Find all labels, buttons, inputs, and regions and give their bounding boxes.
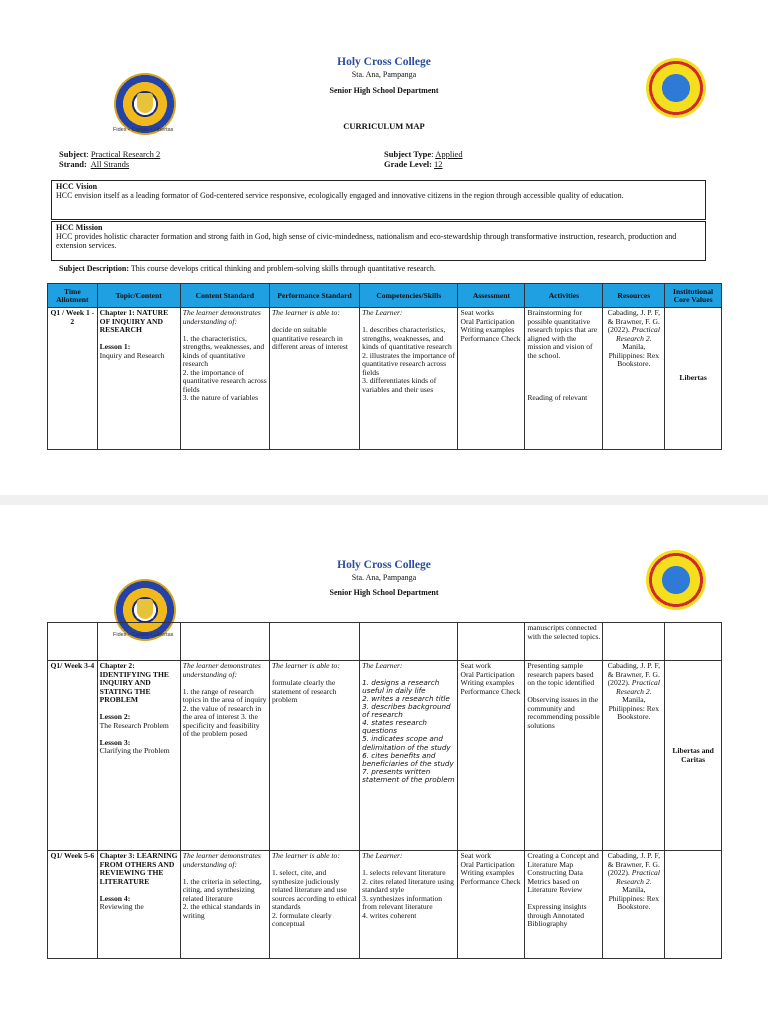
header-time: Time Allotment bbox=[48, 284, 98, 308]
lesson-label: Lesson 4: bbox=[99, 893, 131, 903]
header-core-values: Institutional Core Values bbox=[665, 284, 722, 308]
assessment-cell: Seat work Oral Participation Writing examples Performance Check bbox=[458, 851, 525, 959]
document-title: CURRICULUM MAP bbox=[343, 121, 425, 131]
header-content-standard: Content Standard bbox=[180, 284, 269, 308]
curriculum-table-page-1 bbox=[47, 283, 722, 450]
performance-standard-cell bbox=[269, 851, 359, 959]
chapter-title: Chapter 3: LEARNING FROM OTHERS AND REVIEWING THE LITERATURE bbox=[99, 851, 178, 886]
performance-standard-body: 1. select, cite, and synthesize judiciously related literature and use sources according to ethical standards 2. formulate clearly conceptual bbox=[271, 868, 357, 928]
subject-label: Subject bbox=[59, 149, 87, 159]
mission-title: HCC Mission bbox=[56, 223, 103, 232]
activities-cell: Presenting sample research papers based on the topic identified Observing issues in the community and recommending possible solutions bbox=[525, 661, 603, 851]
vision-text: HCC envision itself as a leading formator of God-centered service responsive, ecologically engaged and innovative citizens in the region through accessible quality of education. bbox=[56, 190, 624, 200]
competencies-cell bbox=[360, 308, 458, 450]
subject-description-label: Subject Description: bbox=[59, 264, 129, 273]
subject-description-text: This course develops critical thinking and problem-solving skills through quantitative research. bbox=[130, 264, 436, 273]
grade-level-line bbox=[384, 159, 443, 169]
assessment-cell: Seat works Oral Participation Writing examples Performance Check bbox=[458, 308, 525, 450]
lesson-title: The Research Problem bbox=[99, 720, 169, 730]
lesson-title: Inquiry and Research bbox=[99, 350, 165, 360]
activities-cell: Creating a Concept and Literature Map Constructing Data Metrics based on Literature Review Expressing insights through Annotated Bibliography bbox=[525, 851, 603, 959]
resource-authors: Cabading, J. P. F, & Brawner, F. G. (2022). bbox=[607, 308, 660, 334]
resource-authors: Cabading, J. P. F, & Brawner, F. G. (2022). bbox=[607, 661, 660, 687]
header-activities: Activities bbox=[525, 284, 603, 308]
competencies-cell bbox=[360, 851, 458, 959]
subject-line: Subject: Practical Research 2 bbox=[59, 149, 161, 159]
mission-text: HCC provides holistic character formation and strong faith in God, high sense of civic-mindedness, nationalism and eco-stewardship through transformative instruction, research, production and extension services. bbox=[56, 231, 677, 250]
document-page-2 bbox=[0, 505, 768, 1024]
content-standard-intro: The learner demonstrates understanding of: bbox=[182, 851, 261, 869]
resource-publisher: Manila, Philippines: Rex Bookstore. bbox=[608, 885, 659, 911]
logo-motto-page-2: Fides • Caritas • Libertas bbox=[113, 632, 174, 638]
time-cell: Q1/ Week 3-4 bbox=[48, 661, 98, 851]
table-row bbox=[48, 851, 722, 959]
college-name-page-2: Holy Cross College bbox=[337, 559, 431, 571]
lesson-title: Reviewing the bbox=[99, 902, 144, 911]
performance-standard-body: formulate clearly the statement of research problem bbox=[271, 678, 337, 704]
college-name: Holy Cross College bbox=[337, 56, 431, 68]
subject-type-value: Applied bbox=[435, 149, 463, 159]
department-name: Senior High School Department bbox=[329, 86, 439, 95]
competencies-body: 1. selects relevant literature 2. cites related literature using standard style 3. synthesizes information from relevant literature 4. writes coherent bbox=[362, 868, 454, 920]
activities-continuation-cell: manuscripts connected with the selected topics. bbox=[525, 623, 603, 661]
time-cell: Q1/ Week 5-6 bbox=[48, 851, 98, 959]
chapter-title: Chapter 2: IDENTIFYING THE INQUIRY AND STATING THE PROBLEM bbox=[99, 661, 169, 704]
topic-cell bbox=[97, 851, 180, 959]
subject-description bbox=[59, 264, 709, 273]
resources-cell bbox=[603, 308, 665, 450]
time-cell: Q1 / Week 1 - 2 bbox=[48, 308, 98, 450]
content-standard-body: 1. the range of research topics in the area of inquiry 2. the value of research in the area of interest 3. the specificity and feasibility of the problem posed bbox=[182, 686, 267, 738]
subject-value: Practical Research 2 bbox=[90, 149, 161, 159]
table-row bbox=[48, 308, 722, 450]
resource-authors: Cabading, J. P. F, & Brawner, F. G. (2022). bbox=[607, 851, 660, 877]
grade-level-value: 12 bbox=[434, 159, 443, 169]
header-competencies: Competencies/Skills bbox=[360, 284, 458, 308]
performance-standard-intro: The learner is able to: bbox=[271, 661, 340, 670]
vision-title: HCC Vision bbox=[56, 182, 98, 191]
performance-standard-intro: The learner is able to: bbox=[271, 308, 340, 317]
department-name-page-2: Senior High School Department bbox=[329, 588, 439, 597]
resource-title: Practical Research 2. bbox=[616, 325, 660, 343]
lesson-title: Clarifying the Problem bbox=[99, 746, 170, 755]
cross-emblem-icon bbox=[137, 93, 153, 113]
cross-emblem-icon bbox=[137, 599, 153, 619]
college-town: Sta. Ana, Pampanga bbox=[351, 70, 417, 79]
performance-standard-cell bbox=[269, 661, 359, 851]
competencies-body: 1. describes characteristics, strengths, weaknesses, and kinds of quantitative research 2. illustrates the importance of quantitative research across fields 3. differentiates kinds of variables and their uses bbox=[362, 325, 455, 394]
resource-publisher: Manila, Philippines: Rex Bookstore. bbox=[608, 695, 659, 721]
content-standard-cell bbox=[180, 661, 269, 851]
competencies-intro: The Learner: bbox=[362, 851, 403, 860]
resources-cell bbox=[603, 851, 665, 959]
content-standard-cell bbox=[180, 308, 269, 450]
competencies-body: 1. designs a research useful in daily life 2. writes a research title 3. describes background of research 4. states research questions 5. indicates scope and delimitation of the study 6. cites benefits and beneficiaries of the study 7. presents written statement of the problem bbox=[362, 678, 455, 784]
content-standard-body: 1. the criteria in selecting, citing, and synthesizing related literature 2. the ethical standards in writing bbox=[182, 876, 262, 920]
performance-standard-body: decide on suitable quantitative research in different areas of interest bbox=[271, 325, 348, 351]
core-values-cell: Libertas and Caritas bbox=[665, 661, 722, 851]
performance-standard-intro: The learner is able to: bbox=[271, 851, 340, 860]
competencies-intro: The Learner: bbox=[362, 308, 403, 317]
document-page-1 bbox=[0, 0, 768, 495]
lesson-label: Lesson 2: bbox=[99, 712, 131, 721]
subject-type-line: Subject Type: Applied bbox=[384, 149, 463, 159]
lesson-label: Lesson 1: bbox=[99, 342, 131, 351]
table-header-row bbox=[48, 284, 722, 308]
core-values-cell bbox=[665, 851, 722, 959]
content-standard-intro: The learner demonstrates understanding of: bbox=[182, 308, 261, 326]
assessment-cell: Seat work Oral Participation Writing examples Performance Check bbox=[458, 661, 525, 851]
activities-cell: Brainstorming for possible quantitative research topics that are aligned with the mission and vision of the school. Reading of relevant bbox=[525, 308, 603, 450]
content-standard-intro: The learner demonstrates understanding of: bbox=[182, 661, 261, 679]
strand-line bbox=[59, 159, 129, 169]
header-performance-standard: Performance Standard bbox=[269, 284, 359, 308]
resources-cell bbox=[603, 661, 665, 851]
header-resources: Resources bbox=[603, 284, 665, 308]
topic-cell bbox=[97, 661, 180, 851]
college-town-page-2: Sta. Ana, Pampanga bbox=[351, 573, 417, 582]
performance-standard-cell bbox=[269, 308, 359, 450]
grade-level-label: Grade Level: bbox=[384, 159, 432, 169]
vision-box bbox=[51, 180, 706, 220]
header-assessment: Assessment bbox=[458, 284, 525, 308]
topic-cell bbox=[97, 308, 180, 450]
strand-value: All Strands bbox=[90, 159, 130, 169]
subject-type-label: Subject Type bbox=[384, 149, 432, 159]
resource-title: Practical Research 2. bbox=[616, 868, 660, 886]
table-row bbox=[48, 661, 722, 851]
logo-motto: Fides • Caritas • Libertas bbox=[113, 127, 174, 133]
header-topic: Topic/Content bbox=[97, 284, 180, 308]
continuation-row bbox=[48, 623, 722, 661]
competencies-intro: The Learner: bbox=[362, 661, 403, 670]
curriculum-table-page-2 bbox=[47, 622, 722, 959]
strand-label: Strand: bbox=[59, 159, 87, 169]
core-values-cell: Libertas bbox=[665, 308, 722, 450]
resource-title: Practical Research 2. bbox=[616, 678, 660, 696]
lesson-label: Lesson 3: bbox=[99, 737, 131, 747]
competencies-cell bbox=[360, 661, 458, 851]
chapter-title: Chapter 1: NATURE OF INQUIRY AND RESEARCH bbox=[99, 308, 169, 334]
mission-box bbox=[51, 221, 706, 261]
content-standard-body: 1. the characteristics, strengths, weaknesses, and kinds of quantitative research 2. the importance of quantitative research across fields 3. the nature of variables bbox=[182, 333, 267, 402]
content-standard-cell bbox=[180, 851, 269, 959]
resource-publisher: Manila, Philippines: Rex Bookstore. bbox=[608, 342, 659, 368]
